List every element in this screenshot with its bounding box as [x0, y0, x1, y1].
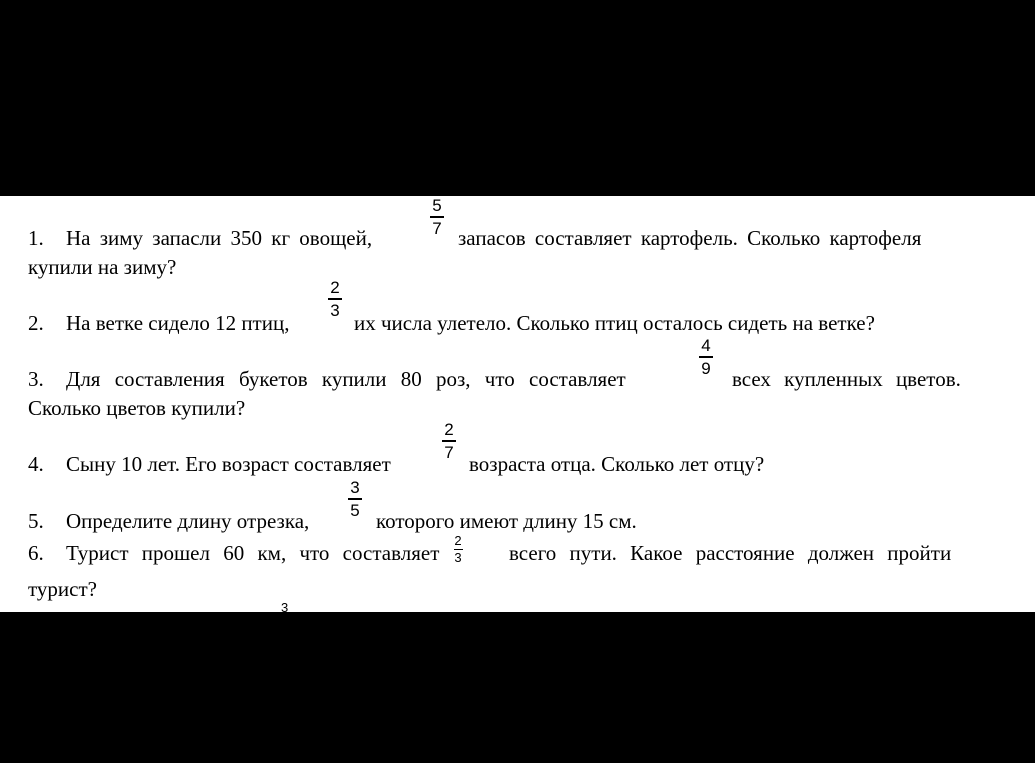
problem-5-text-before: Определите длину отрезка,	[66, 509, 310, 533]
problem-5-number: 5.	[28, 509, 44, 533]
problem-4-line-1	[28, 452, 988, 476]
problem-2-number: 2.	[28, 311, 44, 335]
problem-3-line-2	[28, 396, 245, 420]
problem-1-continuation: купили на зиму?	[28, 255, 177, 279]
problem-3-text-after: всех купленных цветов.	[732, 367, 961, 391]
problem-2-text-after: их числа улетело. Сколько птиц осталось сидеть на ветке?	[354, 311, 875, 335]
problem-2-text-before: На ветке сидело 12 птиц,	[66, 311, 290, 335]
problem-6-continuation: турист?	[28, 577, 97, 601]
problem-1-fraction-numerator: 5	[432, 196, 442, 215]
problem-6-line-2	[28, 577, 97, 601]
problem-3-fraction-denominator: 9	[701, 359, 711, 378]
problem-6-text-before: Турист прошел 60 км, что составляет	[66, 541, 440, 565]
problem-6-fraction-denominator: 3	[454, 550, 462, 565]
problem-1-fraction-denominator: 7	[432, 219, 442, 238]
problem-5-fraction	[343, 478, 367, 520]
fraction-bar	[328, 298, 342, 300]
problem-4-text-after: возраста отца. Сколько лет отцу?	[469, 452, 765, 476]
problem-1-line-2	[28, 255, 176, 279]
worksheet-page	[0, 196, 1035, 612]
problem-4-fraction-numerator: 2	[444, 420, 454, 439]
problem-5-line-1	[28, 509, 988, 533]
problem-1-text-before: На зиму запасли 350 кг овощей,	[66, 226, 373, 250]
problem-5-text-after: которого имеют длину 15 см.	[376, 509, 637, 533]
problem-6-fraction-numerator: 2	[454, 533, 462, 548]
problem-3-fraction	[694, 336, 718, 378]
cut-off-fraction-numeral: 3	[281, 600, 289, 612]
fraction-bar	[442, 440, 456, 442]
problem-2-fraction-numerator: 2	[330, 278, 340, 297]
problem-4-fraction	[437, 420, 461, 462]
problem-6-number: 6.	[28, 541, 44, 565]
problem-2-line-1	[28, 311, 988, 335]
problem-3-fraction-numerator: 4	[701, 336, 711, 355]
problem-3-number: 3.	[28, 367, 44, 391]
problem-5-fraction-denominator: 5	[350, 501, 360, 520]
problem-6-text-after: всего пути. Какое расстояние должен пройти	[509, 541, 952, 565]
problem-1-line-1	[28, 226, 988, 250]
problem-1-fraction	[425, 196, 449, 238]
fraction-bar	[348, 498, 362, 500]
fraction-bar	[699, 356, 713, 358]
problem-1-number: 1.	[28, 226, 44, 250]
problem-3-text-before: Для составления букетов купили 80 роз, что составляет	[66, 367, 626, 391]
problem-2-fraction	[323, 278, 347, 320]
problem-5-fraction-numerator: 3	[350, 478, 360, 497]
problem-6-fraction	[449, 534, 467, 565]
fraction-bar	[430, 216, 444, 218]
problem-1-text-after: запасов составляет картофель. Сколько картофеля	[458, 226, 922, 250]
problem-4-number: 4.	[28, 452, 44, 476]
problem-4-fraction-denominator: 7	[444, 443, 454, 462]
problem-6-line-1	[28, 541, 988, 565]
problem-4-text-before: Сыну 10 лет. Его возраст составляет	[66, 452, 391, 476]
problem-2-fraction-denominator: 3	[330, 301, 340, 320]
problem-3-continuation: Сколько цветов купили?	[28, 396, 246, 420]
problem-3-line-1	[28, 367, 988, 391]
